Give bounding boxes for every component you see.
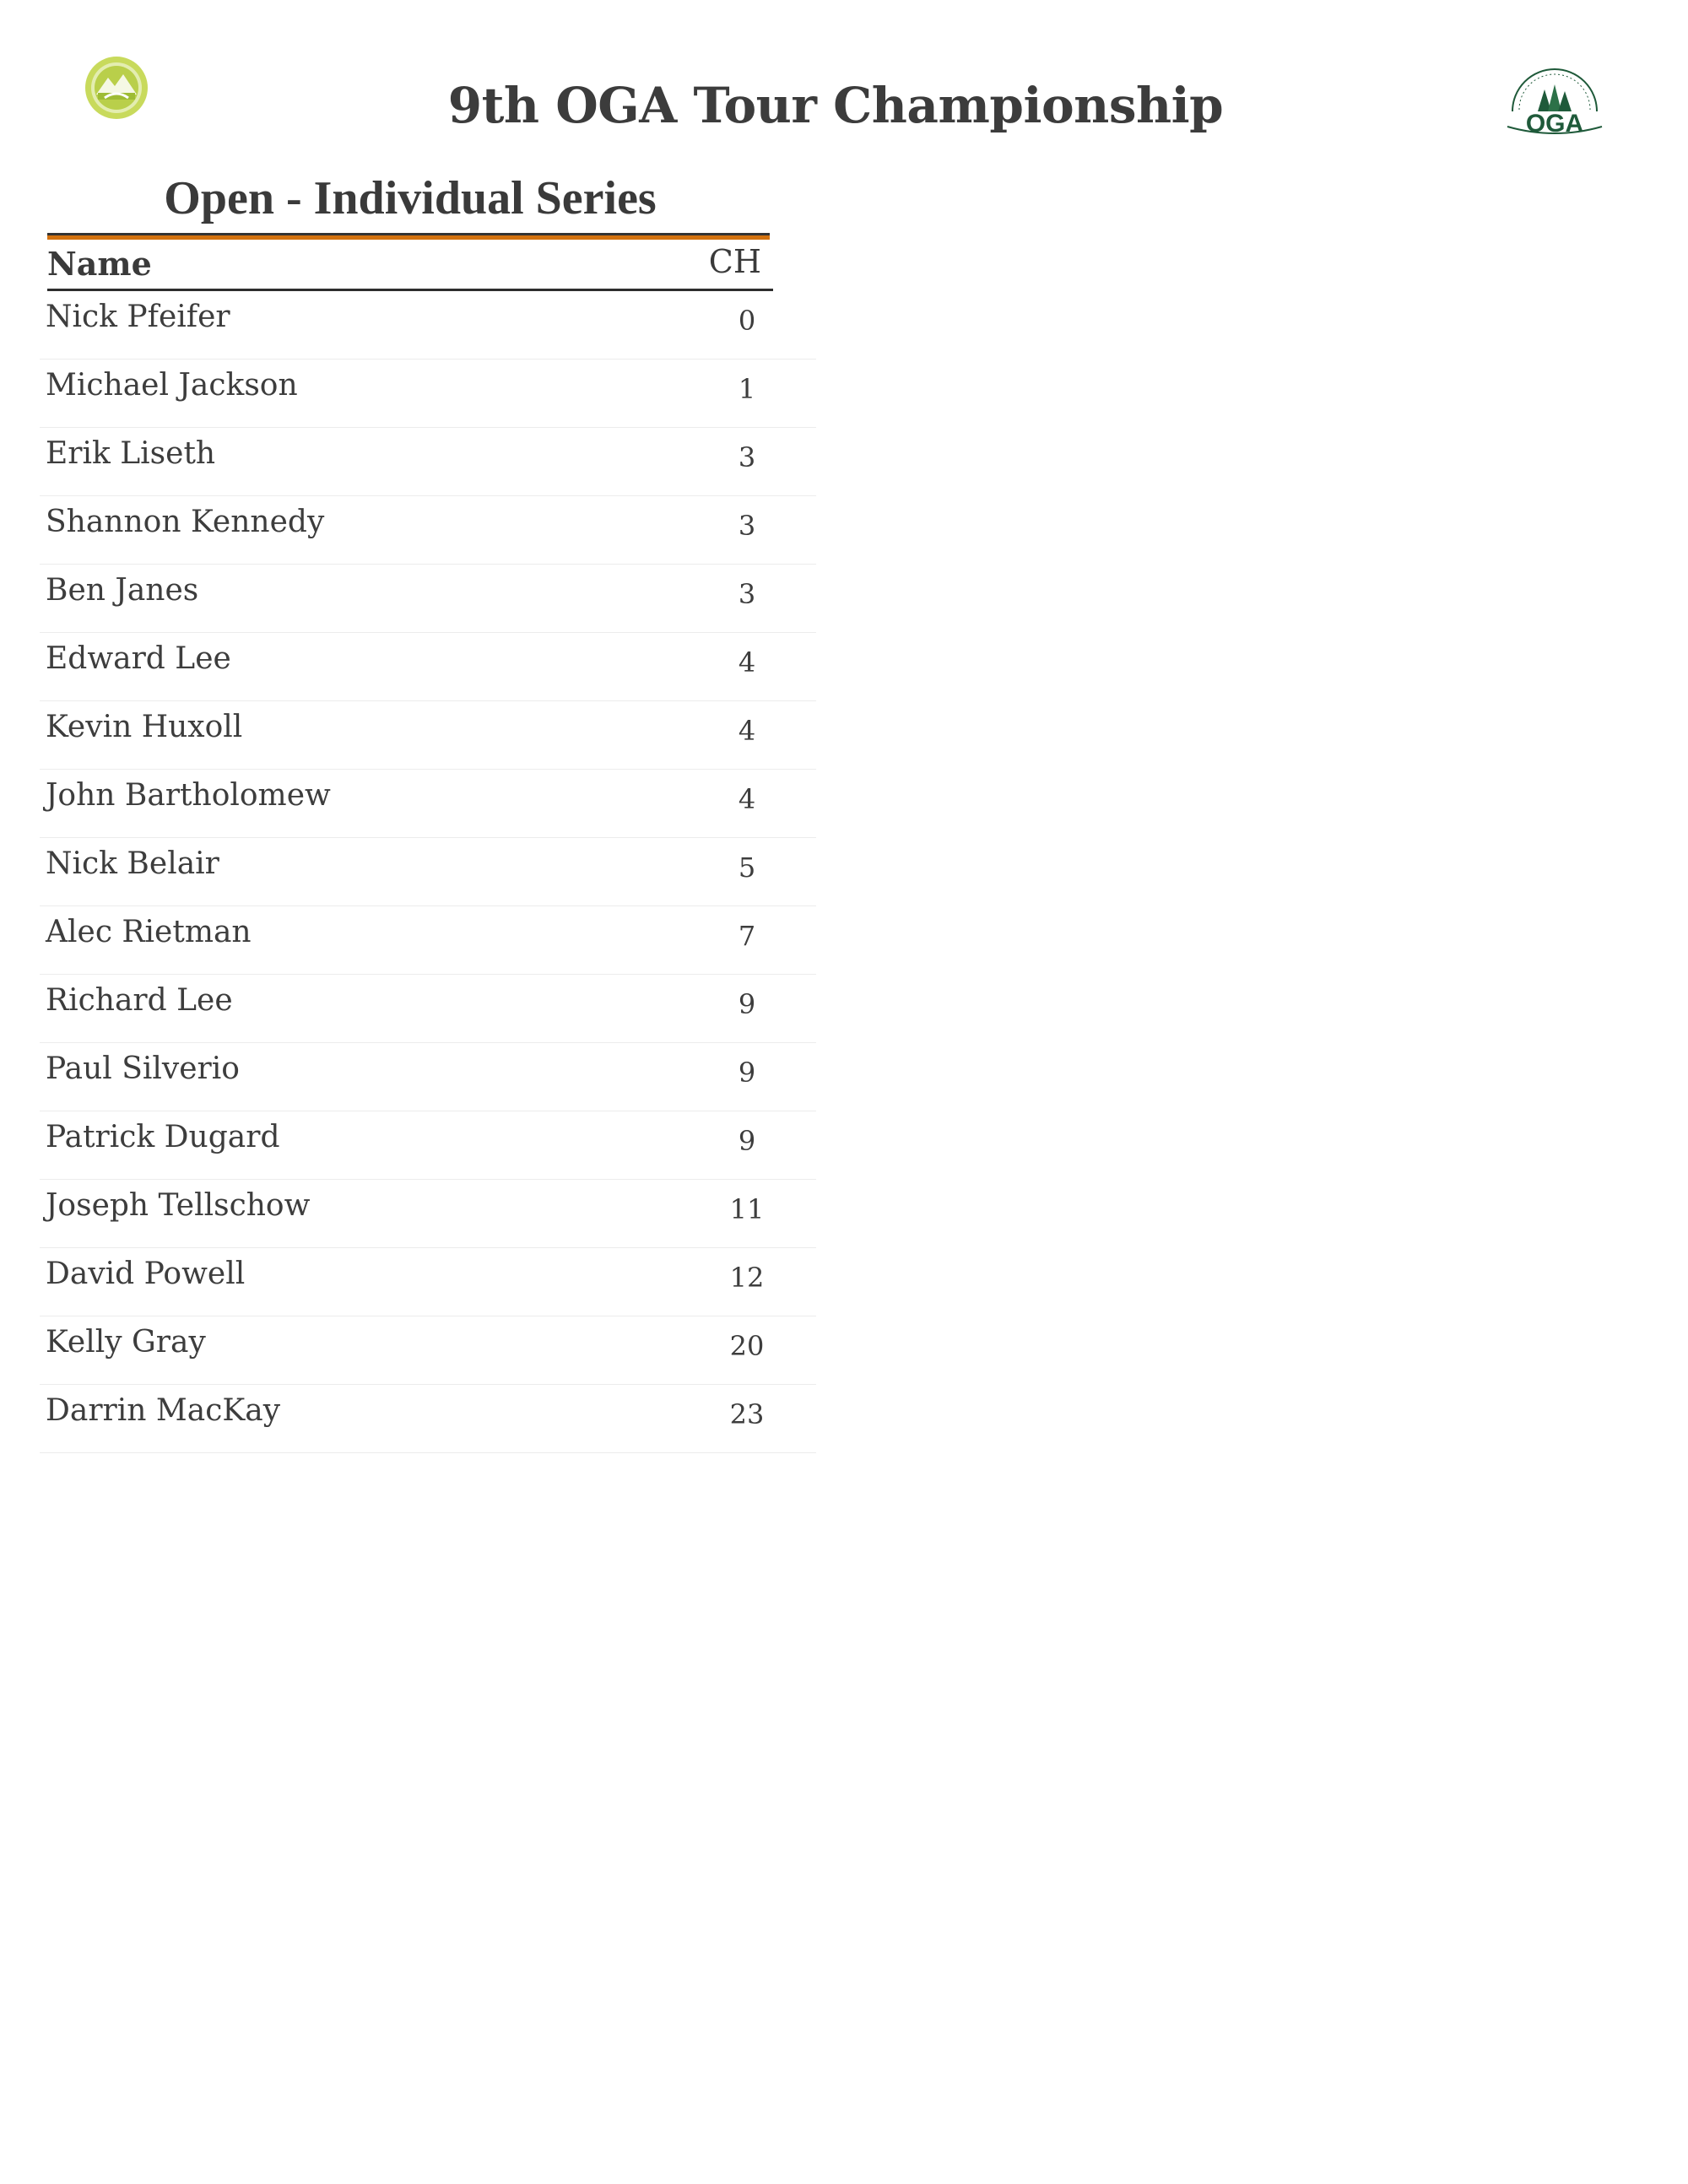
standings-table <box>40 241 816 1453</box>
table-row <box>40 1316 816 1385</box>
course-handicap: 3 <box>738 578 756 610</box>
page-title: 9th OGA Tour Championship <box>447 77 1224 134</box>
player-name: Kelly Gray <box>46 1325 206 1360</box>
course-handicap: 20 <box>729 1330 765 1362</box>
player-name: Alec Rietman <box>46 915 252 949</box>
table-row <box>40 565 816 633</box>
course-handicap: 23 <box>729 1398 765 1430</box>
table-row <box>40 1385 816 1453</box>
course-handicap: 4 <box>738 646 756 678</box>
section-accent-rule <box>47 235 770 240</box>
course-handicap: 12 <box>729 1262 765 1294</box>
course-handicap: 0 <box>738 305 756 337</box>
table-row <box>40 1111 816 1180</box>
course-handicap: 3 <box>738 441 756 473</box>
table-row <box>40 1043 816 1111</box>
course-handicap: 11 <box>729 1193 765 1225</box>
player-name: Joseph Tellschow <box>46 1188 311 1223</box>
player-name: Paul Silverio <box>46 1051 240 1086</box>
table-body <box>40 291 816 1453</box>
table-row <box>40 428 816 496</box>
player-name: Nick Belair <box>46 846 219 881</box>
page-header <box>0 0 1688 169</box>
course-handicap: 5 <box>738 851 756 884</box>
section-title: Open - Individual Series <box>164 172 657 224</box>
player-name: Patrick Dugard <box>46 1120 280 1154</box>
column-header-name: Name <box>47 245 152 283</box>
player-name: David Powell <box>46 1257 246 1291</box>
player-name: Edward Lee <box>46 641 231 676</box>
course-handicap: 9 <box>738 1125 756 1157</box>
table-row <box>40 633 816 701</box>
player-name: Richard Lee <box>46 983 233 1018</box>
course-handicap: 4 <box>738 715 756 747</box>
table-row <box>40 838 816 906</box>
player-name: Erik Liseth <box>46 436 216 471</box>
tournament-emblem-icon <box>84 56 149 120</box>
table-row <box>40 906 816 975</box>
table-row <box>40 975 816 1043</box>
player-name: Kevin Huxoll <box>46 710 243 744</box>
table-row <box>40 291 816 359</box>
course-handicap: 1 <box>738 373 756 405</box>
table-row <box>40 701 816 770</box>
table-row <box>40 1248 816 1316</box>
player-name: Shannon Kennedy <box>46 505 325 539</box>
oga-logo-icon <box>1504 59 1605 138</box>
course-handicap: 9 <box>738 1057 756 1089</box>
player-name: Nick Pfeifer <box>46 300 230 334</box>
table-row <box>40 496 816 565</box>
player-name: Michael Jackson <box>46 368 298 403</box>
course-handicap: 3 <box>738 510 756 542</box>
player-name: Ben Janes <box>46 573 199 608</box>
course-handicap: 9 <box>738 988 756 1020</box>
column-header-ch: CH <box>708 243 761 280</box>
table-header <box>47 241 773 291</box>
table-row <box>40 359 816 428</box>
svg-text:OGA: OGA <box>1525 110 1584 138</box>
table-row <box>40 770 816 838</box>
course-handicap: 4 <box>738 783 756 815</box>
player-name: John Bartholomew <box>46 778 331 813</box>
player-name: Darrin MacKay <box>46 1393 281 1428</box>
course-handicap: 7 <box>738 920 756 952</box>
table-row <box>40 1180 816 1248</box>
